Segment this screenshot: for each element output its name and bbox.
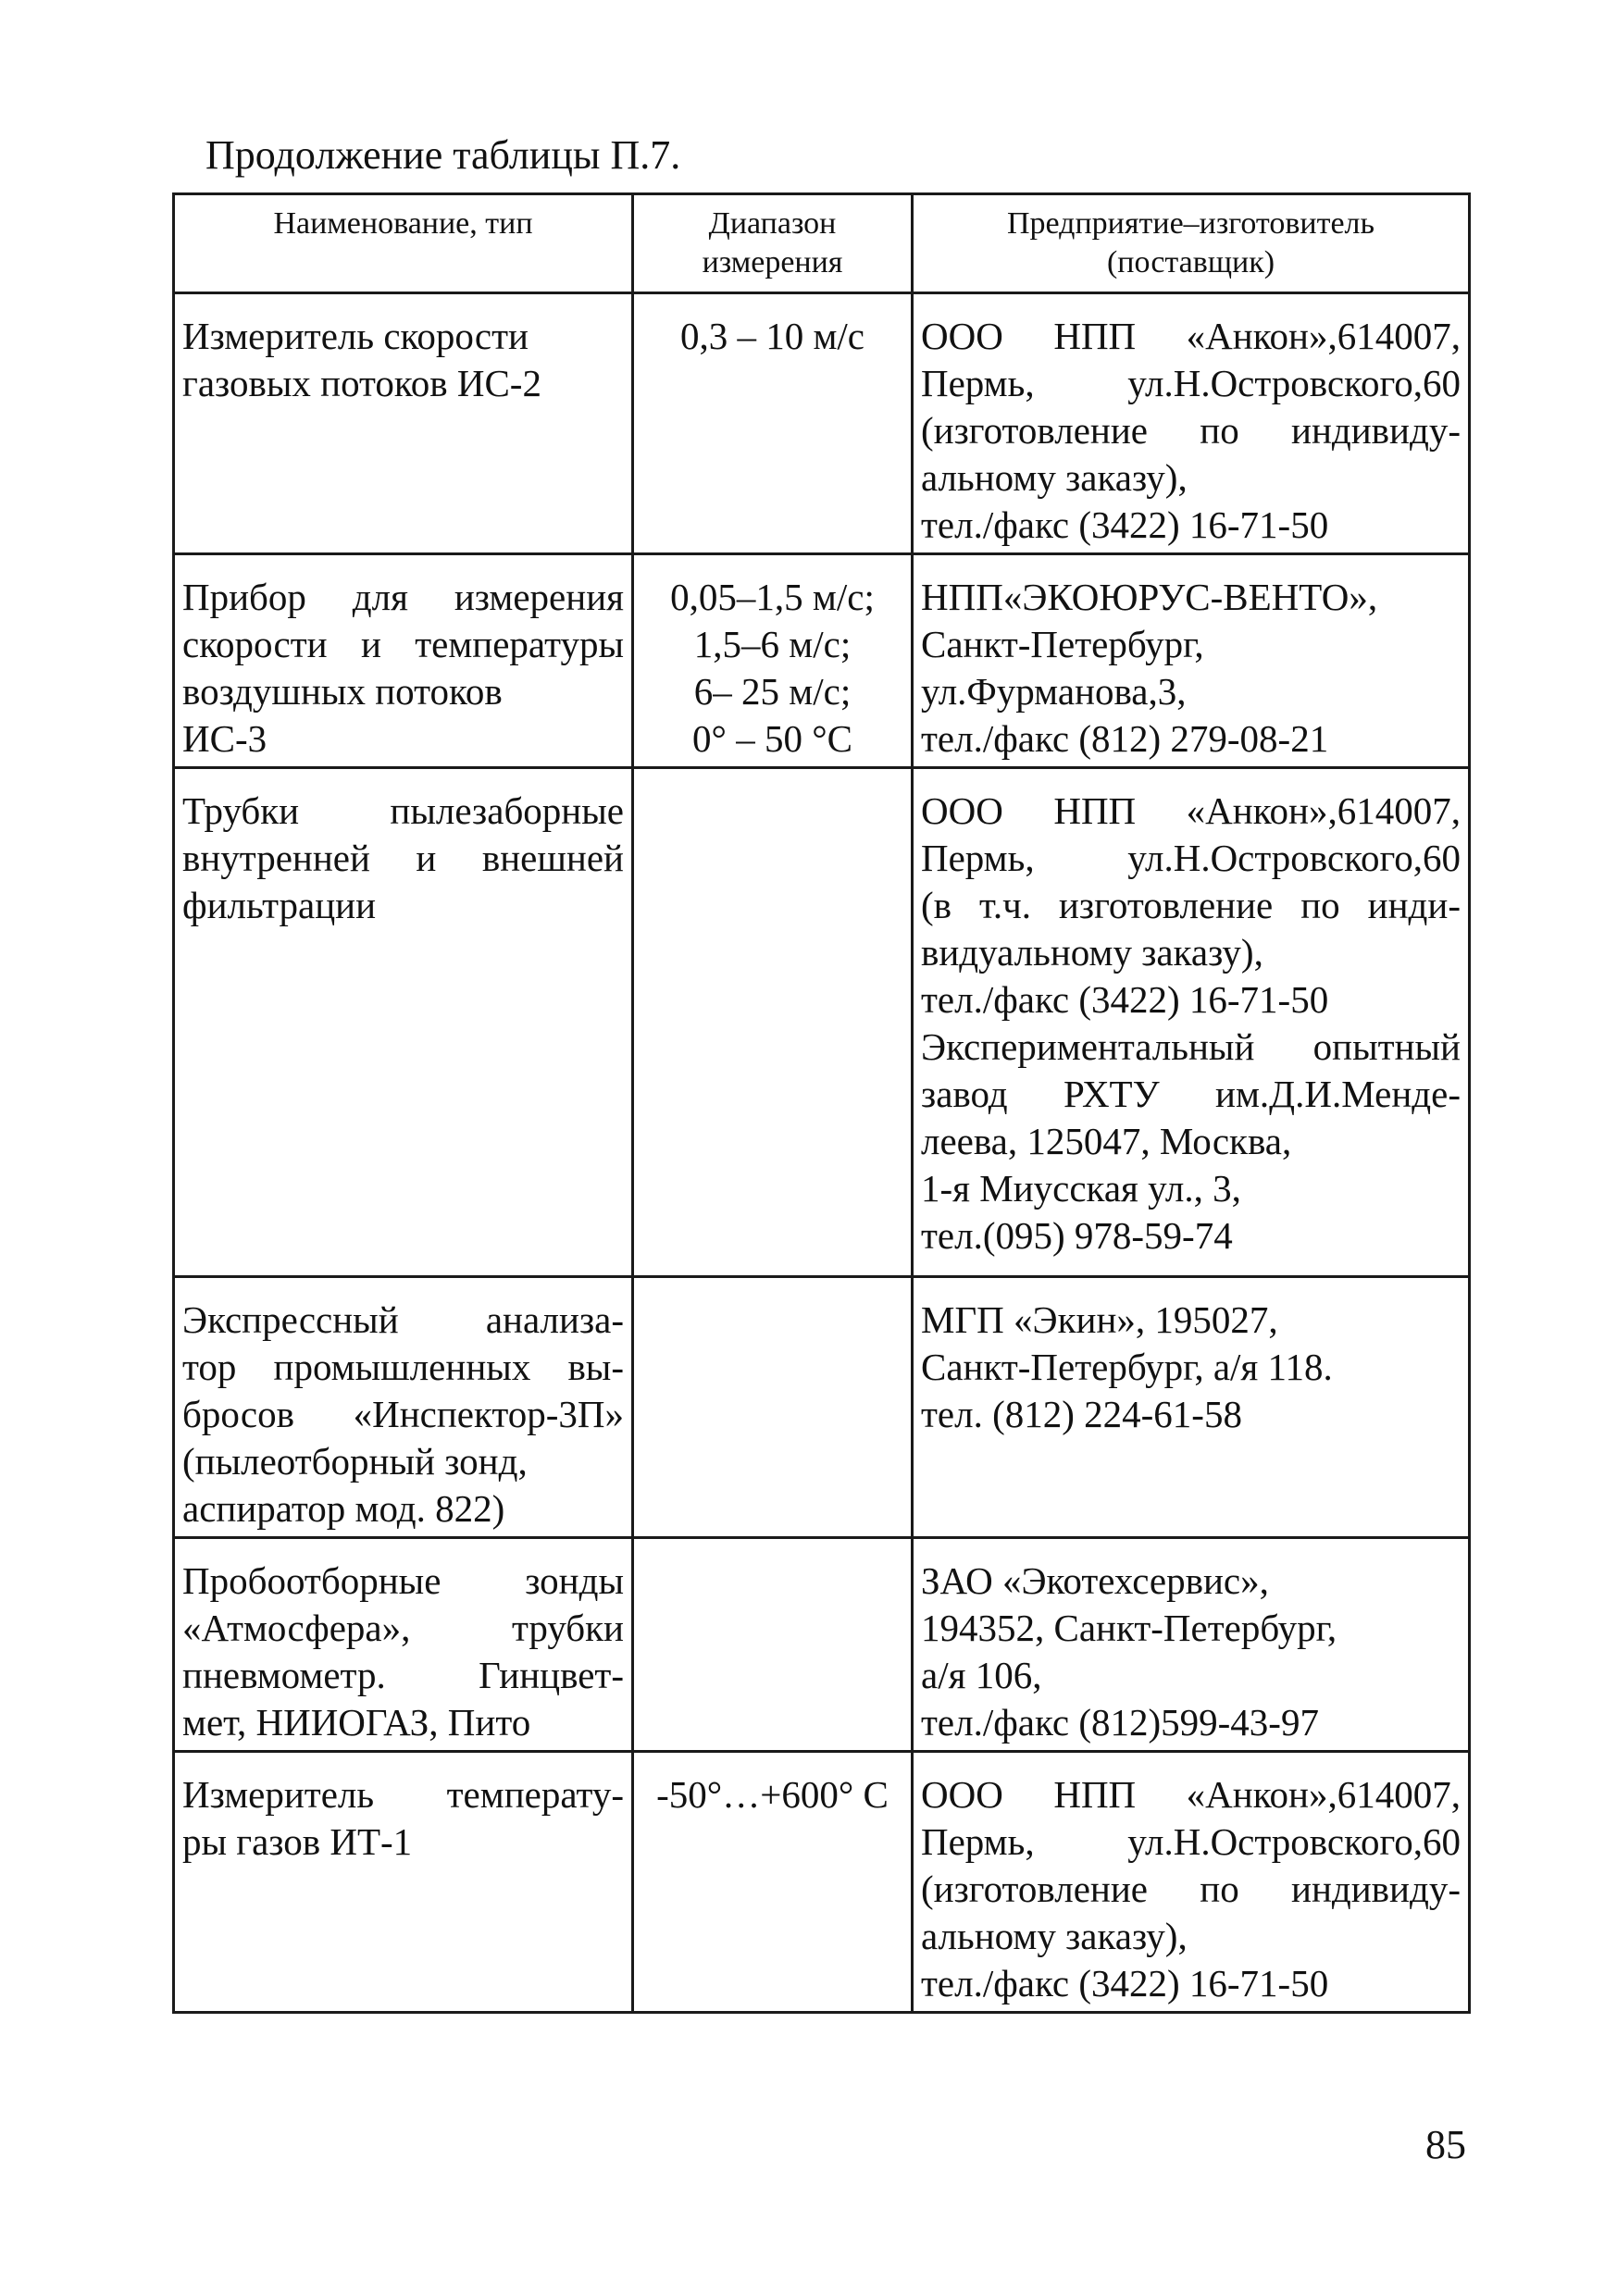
table-row bbox=[174, 554, 1470, 768]
cell-name bbox=[174, 1752, 633, 2013]
table-row bbox=[174, 1277, 1470, 1538]
cell-maker-line: Санкт-Петербург, bbox=[921, 623, 1204, 665]
cell-maker-line: альному заказу), bbox=[921, 456, 1188, 499]
header-maker-line: Предприятие–изготовитель bbox=[1006, 206, 1375, 241]
cell-maker-line: ООО НПП «Анкон»,614007, bbox=[921, 315, 1461, 357]
cell-maker-line: ЗАО «Экотехсервис», bbox=[921, 1559, 1269, 1602]
cell-maker-line: МГП «Экин», 195027, bbox=[921, 1298, 1278, 1341]
cell-range bbox=[633, 768, 913, 1277]
cell-maker-line: альному заказу), bbox=[921, 1915, 1188, 1957]
cell-range bbox=[633, 1538, 913, 1752]
cell-maker-line: Пермь, ул.Н.Островского,60 bbox=[921, 1820, 1461, 1863]
cell-maker-line: 194352, Санкт-Петербург, bbox=[921, 1607, 1337, 1649]
cell-name bbox=[174, 554, 633, 768]
cell-range-line: 1,5–6 м/с; bbox=[693, 623, 852, 665]
header-maker-line: (поставщик) bbox=[1106, 245, 1275, 279]
cell-maker bbox=[913, 1752, 1470, 2013]
cell-name-line: ИС-3 bbox=[182, 717, 267, 760]
cell-maker-line: завод РХТУ им.Д.И.Менде- bbox=[921, 1073, 1461, 1115]
page-number: 85 bbox=[1425, 2122, 1466, 2167]
cell-name bbox=[174, 293, 633, 554]
cell-maker-line: тел./факс (3422) 16-71-50 bbox=[921, 978, 1329, 1021]
table-body bbox=[174, 293, 1470, 2013]
cell-maker-line: Пермь, ул.Н.Островского,60 bbox=[921, 362, 1461, 404]
cell-maker-line: тел.(095) 978-59-74 bbox=[921, 1214, 1233, 1257]
header-name-text: Наименование, тип bbox=[273, 206, 533, 241]
header-range bbox=[633, 194, 913, 293]
header-range-line: Диапазон bbox=[708, 206, 837, 241]
table-header-row bbox=[174, 194, 1470, 293]
cell-name bbox=[174, 1277, 633, 1538]
cell-maker bbox=[913, 554, 1470, 768]
table-caption: Продолжение таблицы П.7. bbox=[205, 132, 681, 178]
cell-maker bbox=[913, 293, 1470, 554]
cell-maker-line: (в т.ч. изготовление по инди- bbox=[921, 884, 1461, 926]
cell-range-line: 0° – 50 °С bbox=[692, 717, 852, 760]
cell-name-line: «Атмосфера», трубки bbox=[182, 1607, 624, 1649]
cell-maker bbox=[913, 768, 1470, 1277]
devices-table bbox=[172, 192, 1471, 2014]
cell-name-line: тор промышленных вы- bbox=[182, 1346, 624, 1388]
cell-range-line: 6– 25 м/с; bbox=[693, 670, 852, 713]
cell-name-line: (пылеотборный зонд, bbox=[182, 1440, 528, 1483]
cell-maker-line: ул.Фурманова,3, bbox=[921, 670, 1187, 713]
table-row bbox=[174, 1538, 1470, 1752]
header-range-line: измерения bbox=[702, 245, 843, 279]
cell-name-line: фильтрации bbox=[182, 884, 377, 926]
cell-maker-line: тел./факс (812) 279-08-21 bbox=[921, 717, 1329, 760]
cell-maker-line: (изготовление по индивиду- bbox=[921, 409, 1461, 452]
cell-name-line: пневмометр. Гинцвет- bbox=[182, 1654, 624, 1696]
cell-name-line: Пробоотборные зонды bbox=[182, 1559, 624, 1602]
cell-maker-line: Пермь, ул.Н.Островского,60 bbox=[921, 837, 1461, 879]
cell-range-line: 0,3 – 10 м/с bbox=[679, 315, 865, 357]
table-row bbox=[174, 768, 1470, 1277]
cell-name-line: аспиратор мод. 822) bbox=[182, 1487, 505, 1530]
cell-maker bbox=[913, 1277, 1470, 1538]
cell-name bbox=[174, 1538, 633, 1752]
table-row bbox=[174, 1752, 1470, 2013]
cell-maker-line: 1-я Миусская ул., 3, bbox=[921, 1167, 1241, 1210]
cell-name-line: скорости и температуры bbox=[182, 623, 624, 665]
cell-name-line: бросов «Инспектор-3П» bbox=[182, 1393, 624, 1435]
cell-name-line: внутренней и внешней bbox=[182, 837, 624, 879]
cell-range-line: -50°…+600° С bbox=[656, 1773, 889, 1816]
cell-maker bbox=[913, 1538, 1470, 1752]
cell-maker-line: Санкт-Петербург, а/я 118. bbox=[921, 1346, 1333, 1388]
cell-name bbox=[174, 768, 633, 1277]
cell-maker-line: а/я 106, bbox=[921, 1654, 1042, 1696]
cell-range bbox=[633, 1752, 913, 2013]
header-name bbox=[174, 194, 633, 293]
cell-name-line: мет, НИИОГАЗ, Пито bbox=[182, 1701, 531, 1744]
cell-name-line: Экспрессный анализа- bbox=[182, 1298, 624, 1341]
cell-maker-line: Экспериментальный опытный bbox=[921, 1025, 1461, 1068]
cell-range bbox=[633, 293, 913, 554]
cell-range bbox=[633, 554, 913, 768]
cell-maker-line: ООО НПП «Анкон»,614007, bbox=[921, 789, 1461, 832]
cell-maker-line: видуальному заказу), bbox=[921, 931, 1263, 974]
cell-maker-line: тел./факс (812)599-43-97 bbox=[921, 1701, 1319, 1744]
cell-range bbox=[633, 1277, 913, 1538]
cell-name-line: Прибор для измерения bbox=[182, 576, 624, 618]
cell-maker-line: ООО НПП «Анкон»,614007, bbox=[921, 1773, 1461, 1816]
cell-name-line: Трубки пылезаборные bbox=[182, 789, 624, 832]
cell-maker-line: тел./факс (3422) 16-71-50 bbox=[921, 1962, 1329, 2004]
cell-range-line: 0,05–1,5 м/с; bbox=[670, 576, 875, 618]
cell-maker-line: НПП«ЭКОЮРУС-ВЕНТО», bbox=[921, 576, 1378, 618]
cell-name-line: ры газов ИТ-1 bbox=[182, 1820, 413, 1863]
cell-maker-line: (изготовление по индивиду- bbox=[921, 1868, 1461, 1910]
cell-maker-line: тел./факс (3422) 16-71-50 bbox=[921, 503, 1329, 546]
header-maker bbox=[913, 194, 1470, 293]
cell-name-line: Измеритель температу- bbox=[182, 1773, 624, 1816]
cell-maker-line: тел. (812) 224-61-58 bbox=[921, 1393, 1242, 1435]
table-row bbox=[174, 293, 1470, 554]
cell-name-line: Измеритель скорости bbox=[182, 315, 529, 357]
cell-name-line: воздушных потоков bbox=[182, 670, 503, 713]
cell-name-line: газовых потоков ИС-2 bbox=[182, 362, 541, 404]
cell-maker-line: леева, 125047, Москва, bbox=[921, 1120, 1292, 1162]
